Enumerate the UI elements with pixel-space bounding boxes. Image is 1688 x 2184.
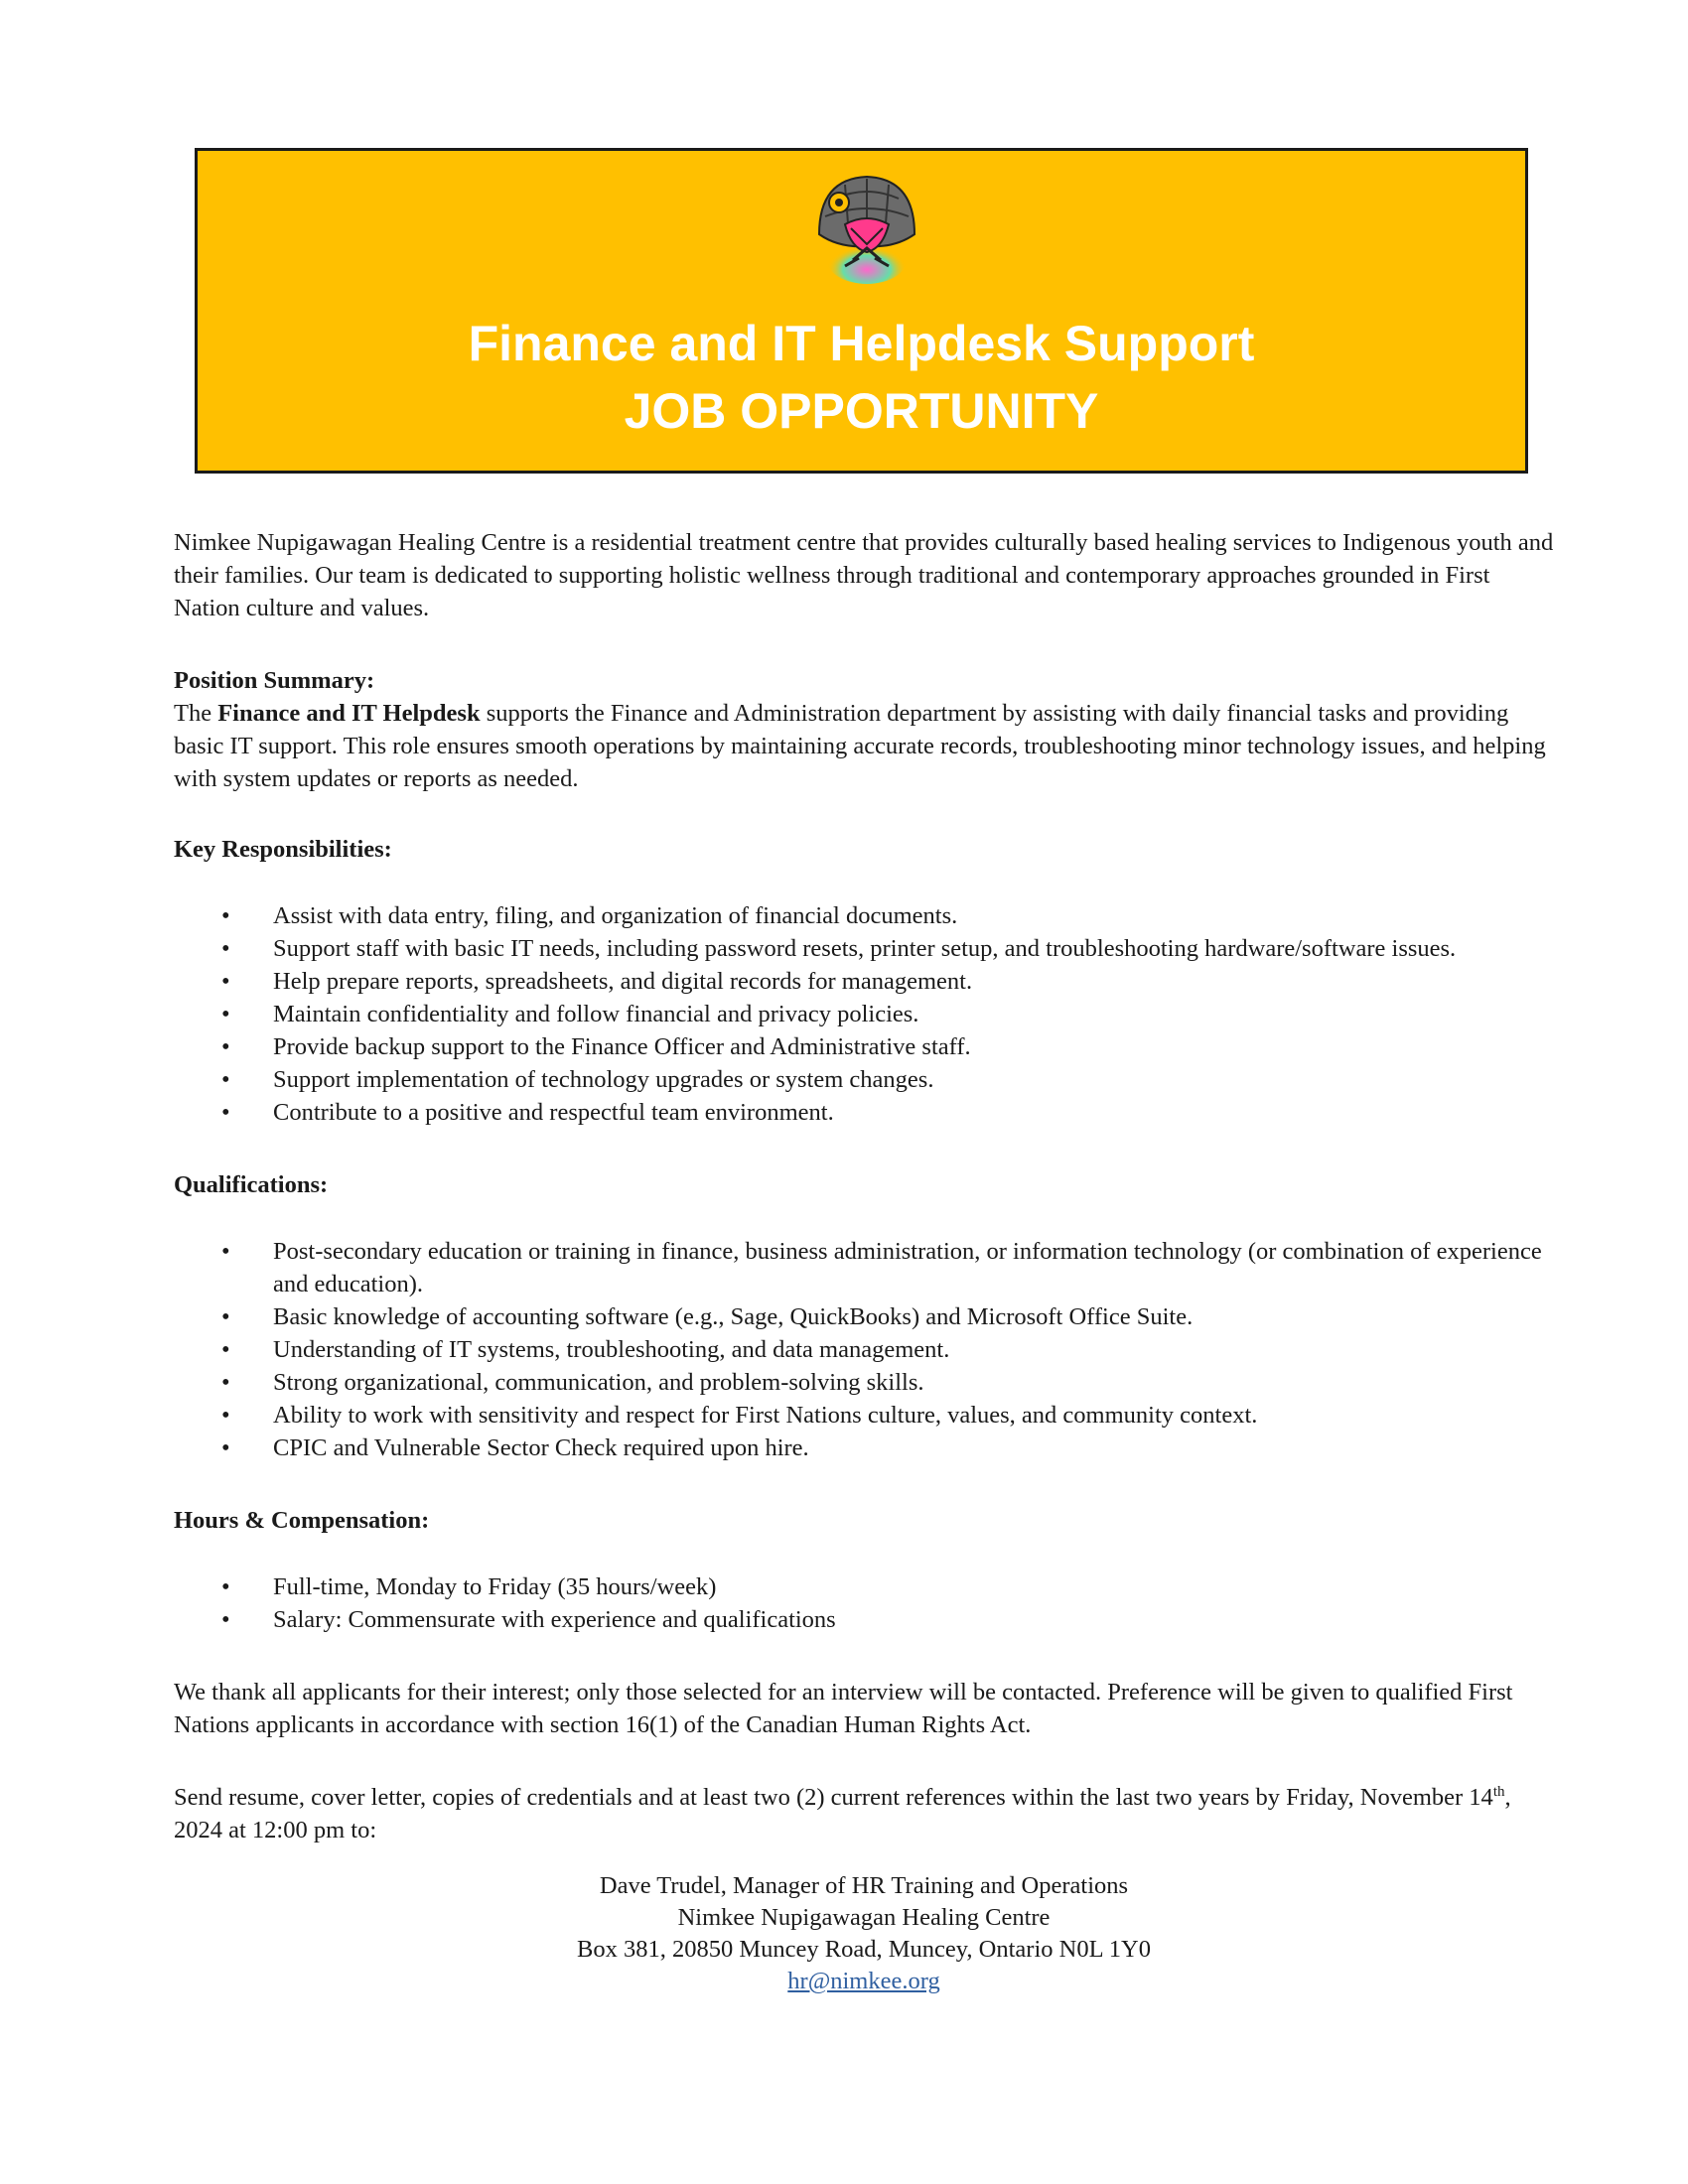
date-suffix: th — [1492, 1783, 1505, 1800]
list-item: • Contribute to a positive and respectful team environment. — [174, 1096, 1554, 1129]
list-item: • Strong organizational, communication, and problem-solving skills. — [174, 1366, 1554, 1399]
header-banner — [195, 148, 1528, 474]
hours-heading: Hours & Compensation: — [174, 1507, 430, 1534]
list-item: • Support implementation of technology upgrades or system changes. — [174, 1063, 1554, 1096]
responsibilities-heading: Key Responsibilities: — [174, 836, 392, 863]
contact-name: Dave Trudel, Manager of HR Training and Operations — [599, 1872, 1129, 1899]
list-item: • Post-secondary education or training in finance, business administration, or information technology (or combination of experience and education). — [174, 1235, 1554, 1300]
summary-role-name: Finance and IT Helpdesk — [217, 700, 481, 727]
list-item: • Help prepare reports, spreadsheets, and digital records for management. — [174, 965, 1554, 998]
position-summary-text — [174, 697, 1554, 795]
send-deadline: , 2024 at 12:00 pm to: — [174, 1784, 1511, 1843]
job-opportunity-label: JOB OPPORTUNITY — [624, 383, 1099, 439]
list-item: • CPIC and Vulnerable Sector Check required upon hire. — [174, 1432, 1554, 1464]
summary-rest: supports the Finance and Administration department by assisting with daily financial tasks and providing basic IT support. This role ensures smooth operations by maintaining accurate records, troubleshooting minor technology issues, and helping with system updates or reports as needed. — [174, 700, 1546, 792]
send-instructions — [174, 1781, 1554, 1846]
list-item: • Ability to work with sensitivity and respect for First Nations culture, values, and community context. — [174, 1399, 1554, 1432]
position-summary-section — [174, 664, 1554, 795]
turtle-bird-emblem-icon — [805, 165, 928, 288]
qualifications-list — [174, 1235, 1554, 1464]
email-link[interactable]: hr@nimkee.org — [787, 1968, 940, 1994]
document-body — [174, 526, 1554, 1997]
list-item: • Basic knowledge of accounting software (e.g., Sage, QuickBooks) and Microsoft Office Suite. — [174, 1300, 1554, 1333]
summary-lead: The — [174, 700, 218, 727]
contact-organization: Nimkee Nupigawagan Healing Centre — [677, 1904, 1051, 1931]
list-item: • Assist with data entry, filing, and organization of financial documents. — [174, 899, 1554, 932]
list-item: • Provide backup support to the Finance Officer and Administrative staff. — [174, 1030, 1554, 1063]
hours-list — [174, 1570, 1554, 1636]
list-item: • Full-time, Monday to Friday (35 hours/week) — [174, 1570, 1554, 1603]
list-item: • Maintain confidentiality and follow financial and privacy policies. — [174, 998, 1554, 1030]
responsibilities-list — [174, 899, 1554, 1129]
qualifications-heading: Qualifications: — [174, 1171, 329, 1198]
position-summary-heading: Position Summary: — [174, 667, 375, 694]
list-item: • Support staff with basic IT needs, including password resets, printer setup, and troubleshooting hardware/software issues. — [174, 932, 1554, 965]
banner-title — [198, 310, 1525, 445]
contact-block — [174, 1870, 1554, 1997]
thanks-paragraph: We thank all applicants for their interest; only those selected for an interview will be contacted. Preference will be given to qualified First Nations applicants in accordance with section 16(1) of the Canadian Human Rights Act. — [174, 1679, 1513, 1738]
list-item: • Understanding of IT systems, troubleshooting, and data management. — [174, 1333, 1554, 1366]
send-text: Send resume, cover letter, copies of credentials and at least two (2) current references within the last two years by Friday, November 14 — [174, 1784, 1493, 1811]
job-title: Finance and IT Helpdesk Support — [468, 316, 1255, 371]
intro-paragraph: Nimkee Nupigawagan Healing Centre is a residential treatment centre that provides culturally based healing services to Indigenous youth and their families. Our team is dedicated to supporting holistic wellness through traditional and contemporary approaches grounded in First Nation culture and values. — [174, 529, 1554, 621]
contact-address: Box 381, 20850 Muncey Road, Muncey, Ontario N0L 1Y0 — [577, 1936, 1151, 1963]
list-item: • Salary: Commensurate with experience and qualifications — [174, 1603, 1554, 1636]
